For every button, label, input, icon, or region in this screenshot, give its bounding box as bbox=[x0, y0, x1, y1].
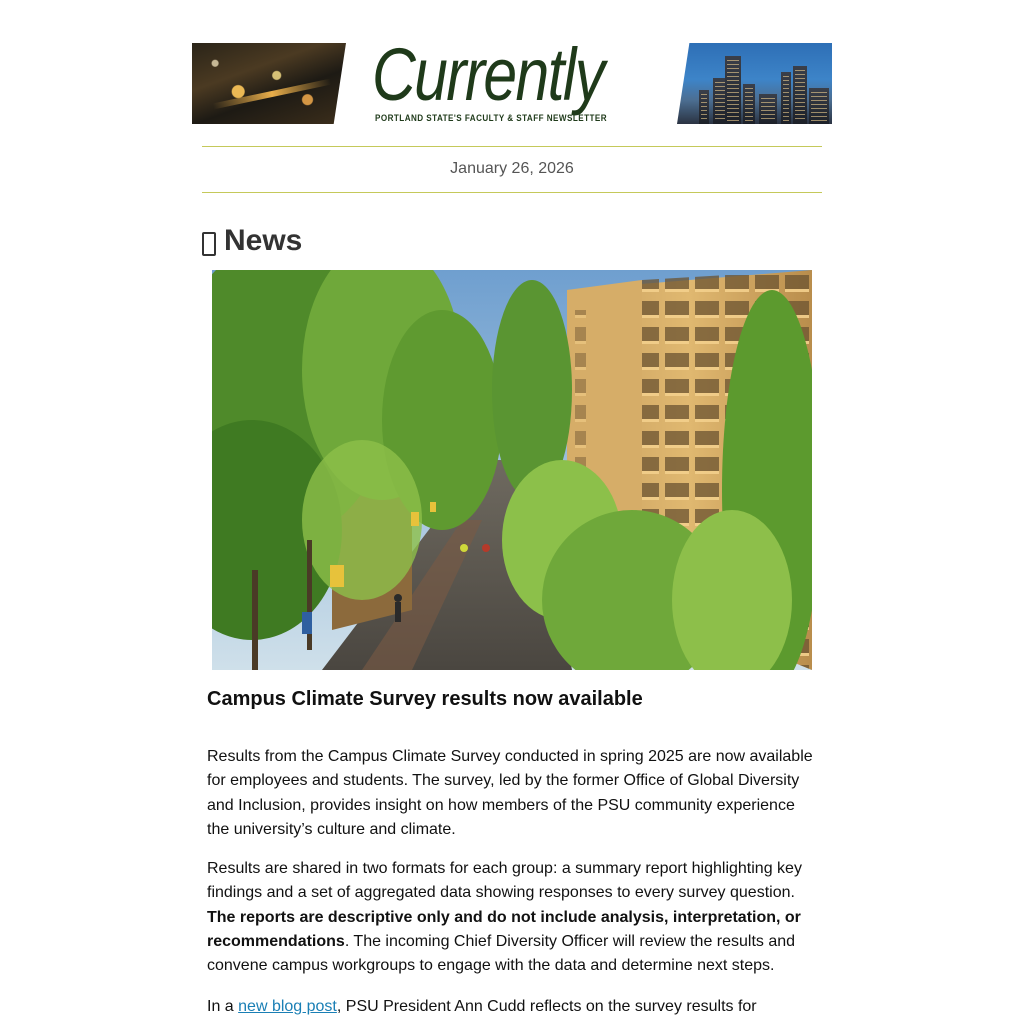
date-rule-top bbox=[202, 146, 822, 147]
section-title: News bbox=[224, 224, 303, 257]
newspaper-icon bbox=[202, 232, 216, 256]
issue-date: January 26, 2026 bbox=[450, 160, 574, 177]
article-paragraph-1: Results from the Campus Climate Survey conducted in spring 2025 are now available for employees and students. The survey, led by the former Office of Global Diversity and Inclusion, provides insight on how members of the PSU community experience the university’s culture and climate. bbox=[207, 748, 813, 838]
masthead[interactable] bbox=[192, 33, 832, 125]
masthead-photo-left bbox=[192, 43, 346, 124]
masthead-tagline: PORTLAND STATE'S FACULTY & STAFF NEWSLETTER bbox=[375, 113, 608, 123]
article-paragraph-3 bbox=[207, 995, 817, 1019]
blog-post-link[interactable]: new blog post bbox=[238, 998, 337, 1015]
paragraph3-text: In a bbox=[207, 998, 239, 1015]
paragraph2-bold: The reports are descriptive only and do not include analysis, interpretation, or recommendations bbox=[207, 908, 801, 950]
article-hero-image[interactable] bbox=[212, 270, 812, 670]
section-heading-news bbox=[202, 224, 302, 258]
date-rule-bottom bbox=[202, 192, 822, 193]
article-paragraph-2 bbox=[207, 857, 817, 978]
paragraph3-text-end: , PSU President Ann Cudd reflects on the survey results for bbox=[336, 998, 757, 1015]
paragraph2-text-end: . The incoming Chief Diversity Officer will review the results and convene campus workgroups to engage with the data and determine next steps. bbox=[207, 932, 796, 975]
masthead-photo-right bbox=[677, 43, 832, 124]
masthead-title: Currently bbox=[372, 33, 604, 116]
article-headline[interactable]: Campus Climate Survey results now available bbox=[207, 688, 643, 710]
paragraph2-text: Results are shared in two formats for each group: a summary report highlighting key findings and a set of aggregated data showing responses to every survey question. bbox=[207, 860, 802, 902]
